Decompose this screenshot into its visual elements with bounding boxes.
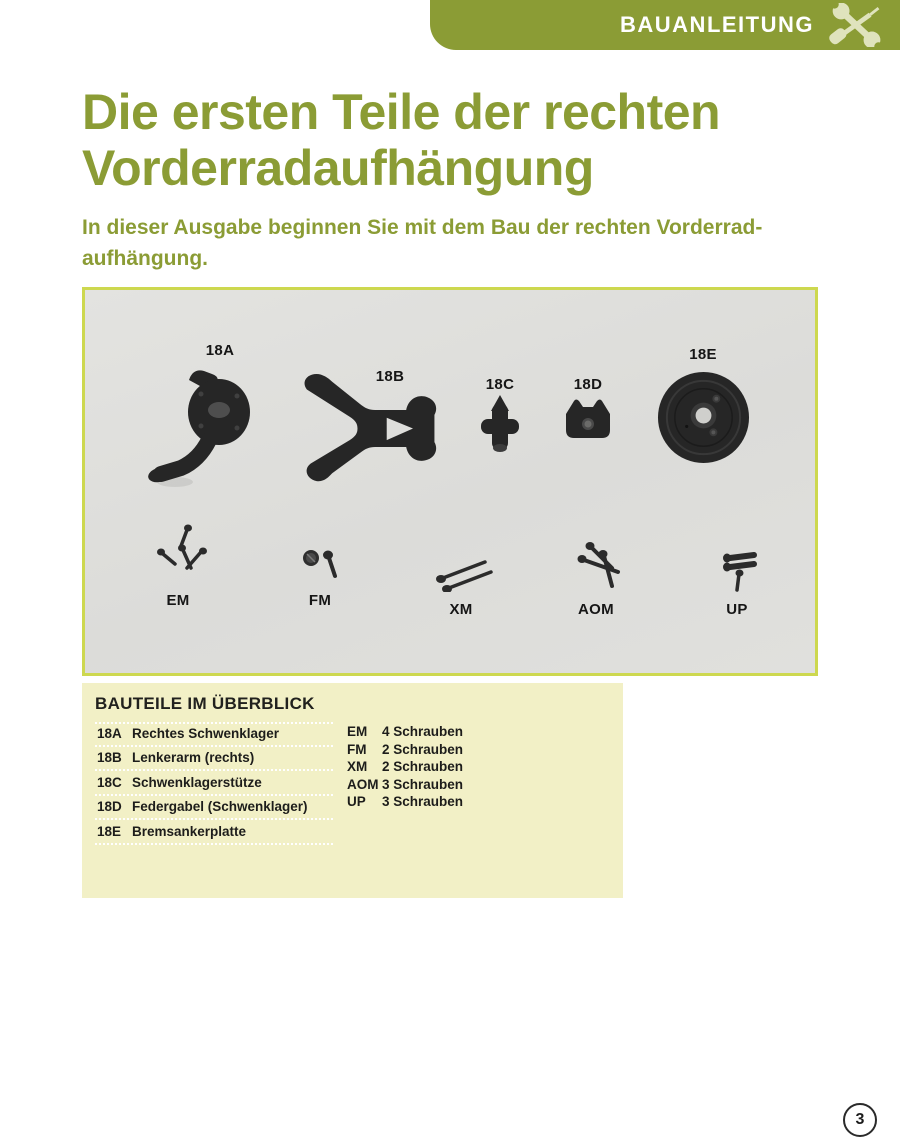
title-line-2: Vorderradaufhängung bbox=[82, 140, 594, 196]
screw-code: EM bbox=[347, 724, 368, 740]
part-name: Rechtes Schwenklager bbox=[132, 725, 280, 741]
part-18c-illustration bbox=[480, 394, 520, 456]
screw-label-em: EM bbox=[166, 592, 190, 609]
part-18b-illustration bbox=[297, 372, 455, 484]
overview-part-row bbox=[95, 771, 333, 796]
part-label-18a: 18A bbox=[205, 342, 235, 359]
screw-qty: 3 Schrauben bbox=[382, 794, 464, 810]
part-18d-illustration bbox=[562, 398, 614, 442]
part-code: 18D bbox=[97, 799, 122, 815]
overview-screw-row bbox=[347, 723, 463, 741]
screw-label-up: UP bbox=[726, 601, 748, 618]
parts-photo-panel bbox=[82, 287, 818, 676]
screws-aom-illustration bbox=[568, 540, 628, 592]
page-number: 3 bbox=[855, 1111, 865, 1128]
screw-code: FM bbox=[347, 741, 367, 757]
part-18a-illustration bbox=[145, 364, 265, 499]
screw-qty: 3 Schrauben bbox=[382, 776, 464, 792]
part-name: Federgabel (Schwenklager) bbox=[132, 799, 308, 815]
screws-fm-illustration bbox=[297, 540, 352, 588]
title-line-1: Die ersten Teile der rechten bbox=[82, 84, 721, 140]
part-label-18e: 18E bbox=[689, 346, 717, 363]
header-banner bbox=[430, 0, 900, 50]
part-name: Bremsankerplatte bbox=[132, 823, 247, 839]
part-code: 18E bbox=[97, 823, 122, 839]
overview-screw-row bbox=[347, 776, 463, 794]
intro-line-2: aufhängung. bbox=[82, 247, 208, 270]
tools-icon bbox=[828, 3, 886, 47]
part-label-18b: 18B bbox=[375, 368, 405, 385]
screws-em-illustration bbox=[151, 522, 246, 582]
part-code: 18B bbox=[97, 750, 122, 766]
screw-code: XM bbox=[347, 759, 368, 775]
overview-part-row bbox=[95, 820, 333, 845]
screw-label-fm: FM bbox=[308, 592, 332, 609]
intro-line-1: In dieser Ausgabe beginnen Sie mit dem Bau der rechten Vorderrad- bbox=[82, 216, 763, 239]
screws-up-illustration bbox=[718, 546, 763, 594]
screw-label-xm: XM bbox=[449, 601, 473, 618]
part-18e-illustration bbox=[656, 370, 751, 465]
overview-screws-list bbox=[347, 723, 463, 811]
screws-xm-illustration bbox=[433, 550, 495, 592]
parts-overview-panel bbox=[82, 683, 623, 898]
overview-screw-row bbox=[347, 741, 463, 759]
part-code: 18C bbox=[97, 774, 122, 790]
overview-screw-row bbox=[347, 793, 463, 811]
overview-parts-list bbox=[95, 722, 333, 845]
overview-screw-row bbox=[347, 758, 463, 776]
screw-code: UP bbox=[347, 794, 366, 810]
part-name: Schwenklagerstütze bbox=[132, 774, 262, 790]
overview-part-row bbox=[95, 796, 333, 821]
header-title: BAUANLEITUNG bbox=[620, 12, 814, 37]
overview-title: BAUTEILE IM ÜBERBLICK bbox=[95, 683, 333, 724]
screw-label-aom: AOM bbox=[578, 601, 614, 618]
intro-text bbox=[82, 212, 762, 274]
overview-part-row bbox=[95, 722, 333, 747]
screw-qty: 2 Schrauben bbox=[382, 759, 464, 775]
screw-qty: 4 Schrauben bbox=[382, 724, 464, 740]
screw-qty: 2 Schrauben bbox=[382, 741, 464, 757]
page-number-badge bbox=[843, 1103, 877, 1137]
part-label-18c: 18C bbox=[485, 376, 515, 393]
part-name: Lenkerarm (rechts) bbox=[132, 750, 255, 766]
page-title bbox=[82, 84, 720, 196]
overview-part-row bbox=[95, 747, 333, 772]
screw-code: AOM bbox=[347, 776, 379, 792]
part-label-18d: 18D bbox=[573, 376, 603, 393]
part-code: 18A bbox=[97, 725, 122, 741]
